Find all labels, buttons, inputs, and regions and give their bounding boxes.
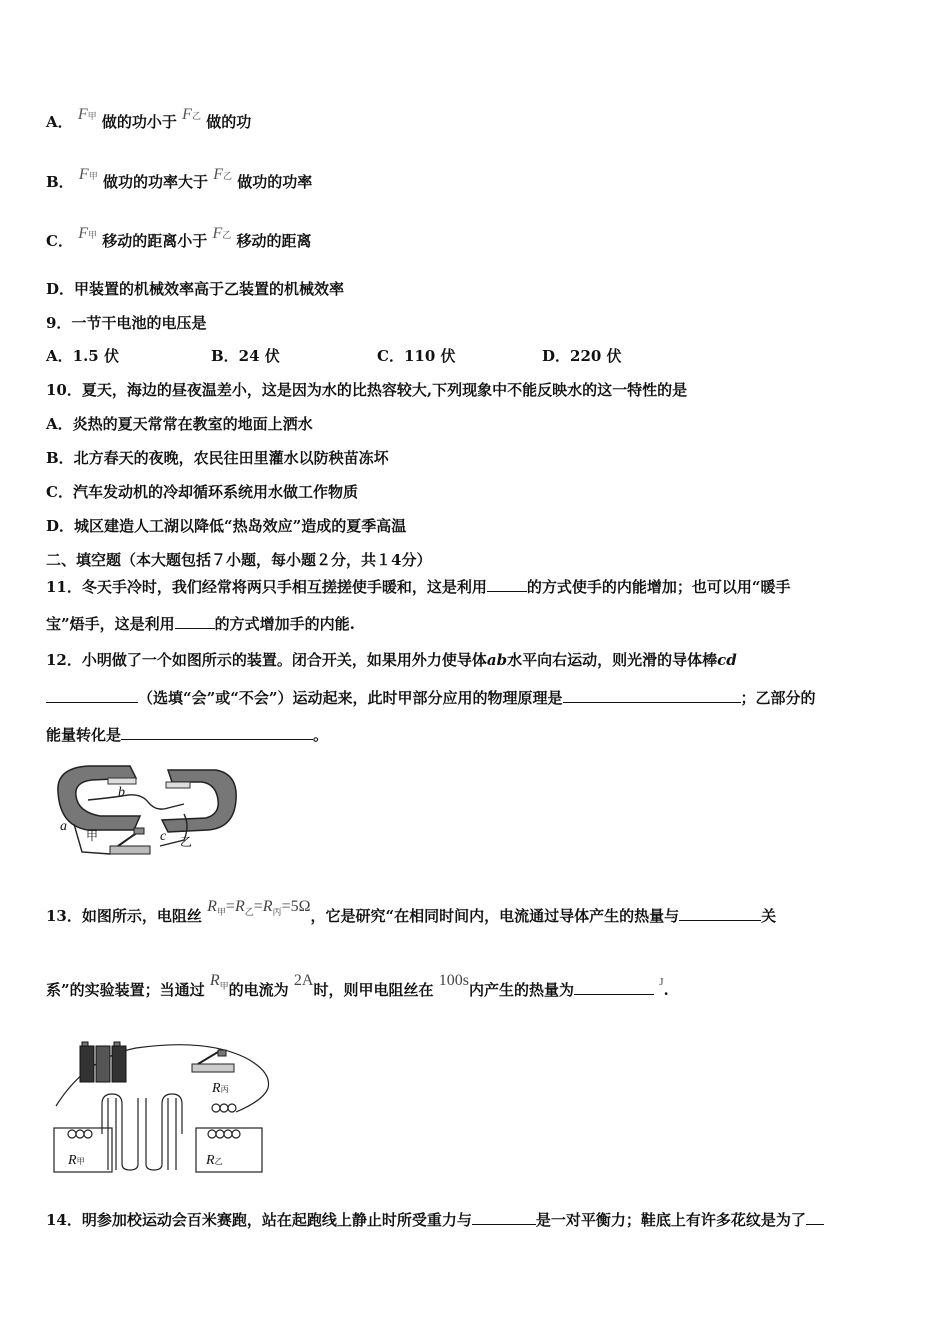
label-r-yi: R乙 — [206, 1153, 223, 1168]
answer-blank — [175, 614, 215, 629]
q9-stem: 9．一节干电池的电压是 — [46, 314, 207, 332]
text: 的方式增加手的内能. — [214, 615, 355, 633]
time-value: 100s — [438, 972, 469, 989]
force-symbol: F甲 — [78, 166, 98, 183]
text: 13．如图所示，电阻丝 — [46, 907, 202, 925]
q8-option-c — [46, 225, 312, 253]
r-jia: $R_甲$ — [209, 972, 229, 992]
current-value: 2A — [293, 972, 314, 989]
resistance-equation: $R_甲=R_乙=R_丙=5\Omega$ — [207, 898, 311, 918]
text: ；乙部分的 — [740, 689, 816, 707]
text: 是一对平衡力；鞋底上有许多花纹是为了 — [535, 1211, 806, 1229]
text: 时，则甲电阻丝在 — [313, 981, 434, 999]
text: 能量转化是 — [46, 726, 122, 744]
option-label: B． — [46, 173, 74, 191]
option-text: 做的功 — [206, 113, 252, 131]
q13-figure — [46, 1038, 278, 1178]
label-b: b — [118, 785, 125, 800]
text: . — [663, 981, 669, 999]
option-text: 移动的距离小于 — [102, 232, 208, 250]
label-r-bing: R丙 — [212, 1081, 229, 1096]
q10-stem: 10．夏天，海边的昼夜温差小，这是因为水的比热容较大,下列现象中不能反映水的这一特性的是 — [46, 381, 688, 399]
q10-option-b: B．北方春天的夜晚，农民往田里灌水以防秧苗冻坏 — [46, 449, 389, 467]
magnet-jia — [58, 766, 140, 830]
q13-line2 — [46, 972, 669, 1006]
q8-option-d — [46, 279, 344, 299]
option-label: D． — [46, 280, 75, 298]
text: 14．明参加校运动会百米赛跑，站在起跑线上静止时所受重力与 — [46, 1211, 472, 1229]
q13-line1 — [46, 898, 777, 932]
force-symbol: F乙 — [212, 225, 232, 242]
text: ，它是研究“在相同时间内，电流通过导体产生的热量与 — [310, 907, 680, 925]
label-r-jia: R甲 — [68, 1153, 85, 1168]
switch — [192, 1050, 234, 1072]
q12-line2 — [46, 688, 816, 708]
q9-option-c: C．110 伏 — [377, 347, 456, 365]
text: 。 — [313, 726, 329, 744]
option-text: 做功的功率 — [237, 173, 313, 191]
answer-blank — [574, 980, 654, 995]
q10-option-c: C．汽车发动机的冷却循环系统用水做工作物质 — [46, 483, 358, 501]
answer-blank — [679, 906, 761, 921]
option-text: 做的功小于 — [101, 113, 177, 131]
q12-line3 — [46, 725, 328, 745]
answer-blank — [46, 688, 138, 703]
force-symbol: F甲 — [78, 225, 97, 242]
q11-line1 — [46, 577, 791, 597]
text: 的电流为 — [228, 981, 289, 999]
q9-option-b: B．24 伏 — [211, 347, 280, 365]
q8-option-b — [46, 166, 313, 194]
switch — [110, 828, 150, 854]
force-symbol: F乙 — [213, 166, 232, 183]
q12-line1 — [46, 650, 737, 670]
battery — [80, 1042, 126, 1082]
option-label: A． — [46, 113, 73, 131]
q10-option-d: D．城区建造人工湖以降低“热岛效应”造成的夏季高温 — [46, 517, 407, 535]
section-heading: 二、填空题（本大题包括７小题，每小题２分，共１4分） — [46, 551, 432, 569]
conductor-cd: cd — [717, 651, 737, 669]
text: 内产生的热量为 — [468, 981, 574, 999]
unit-j: J — [659, 976, 664, 988]
option-text: 做功的功率大于 — [102, 173, 208, 191]
text: 关 — [761, 907, 777, 925]
text: 12．小明做了一个如图所示的装置。闭合开关，如果用外力使导体 — [46, 651, 487, 669]
text: 宝”焐手，这是利用 — [46, 615, 175, 633]
text: 的方式使手的内能增加；也可以用“暖手 — [526, 578, 791, 596]
option-label: C． — [46, 232, 73, 250]
text: 11．冬天手冷时，我们经常将两只手相互搓搓使手暖和，这是利用 — [46, 578, 487, 596]
answer-blank — [487, 577, 527, 592]
force-symbol: F乙 — [182, 106, 201, 123]
label-a: a — [60, 819, 67, 834]
q9-option-d: D．220 伏 — [542, 347, 622, 365]
q14-line1 — [46, 1210, 824, 1230]
text: （选填“会”或“不会”）运动起来，此时甲部分应用的物理原理是 — [138, 689, 563, 707]
magnet-yi — [162, 770, 236, 832]
text: 水平向右运动，则光滑的导体棒 — [507, 651, 718, 669]
conductor-ab: ab — [486, 651, 508, 669]
answer-blank — [806, 1210, 824, 1225]
answer-blank — [121, 725, 313, 740]
q11-line2 — [46, 614, 355, 634]
force-symbol: F甲 — [77, 106, 97, 123]
q9-options — [46, 346, 916, 366]
answer-blank — [563, 688, 741, 703]
label-c: c — [160, 829, 167, 844]
option-text: 移动的距离 — [236, 232, 312, 250]
q9-option-a: A．1.5 伏 — [46, 347, 119, 365]
q10-option-a: A．炎热的夏天常常在教室的地面上洒水 — [46, 415, 313, 433]
label-jia: 甲 — [86, 829, 99, 843]
label-yi: 乙 — [180, 835, 193, 849]
text: 系”的实验装置；当通过 — [46, 981, 205, 999]
option-text: 甲装置的机械效率高于乙装置的机械效率 — [74, 280, 345, 298]
q8-option-a — [46, 106, 252, 134]
answer-blank — [472, 1210, 536, 1225]
q12-figure — [48, 760, 248, 865]
